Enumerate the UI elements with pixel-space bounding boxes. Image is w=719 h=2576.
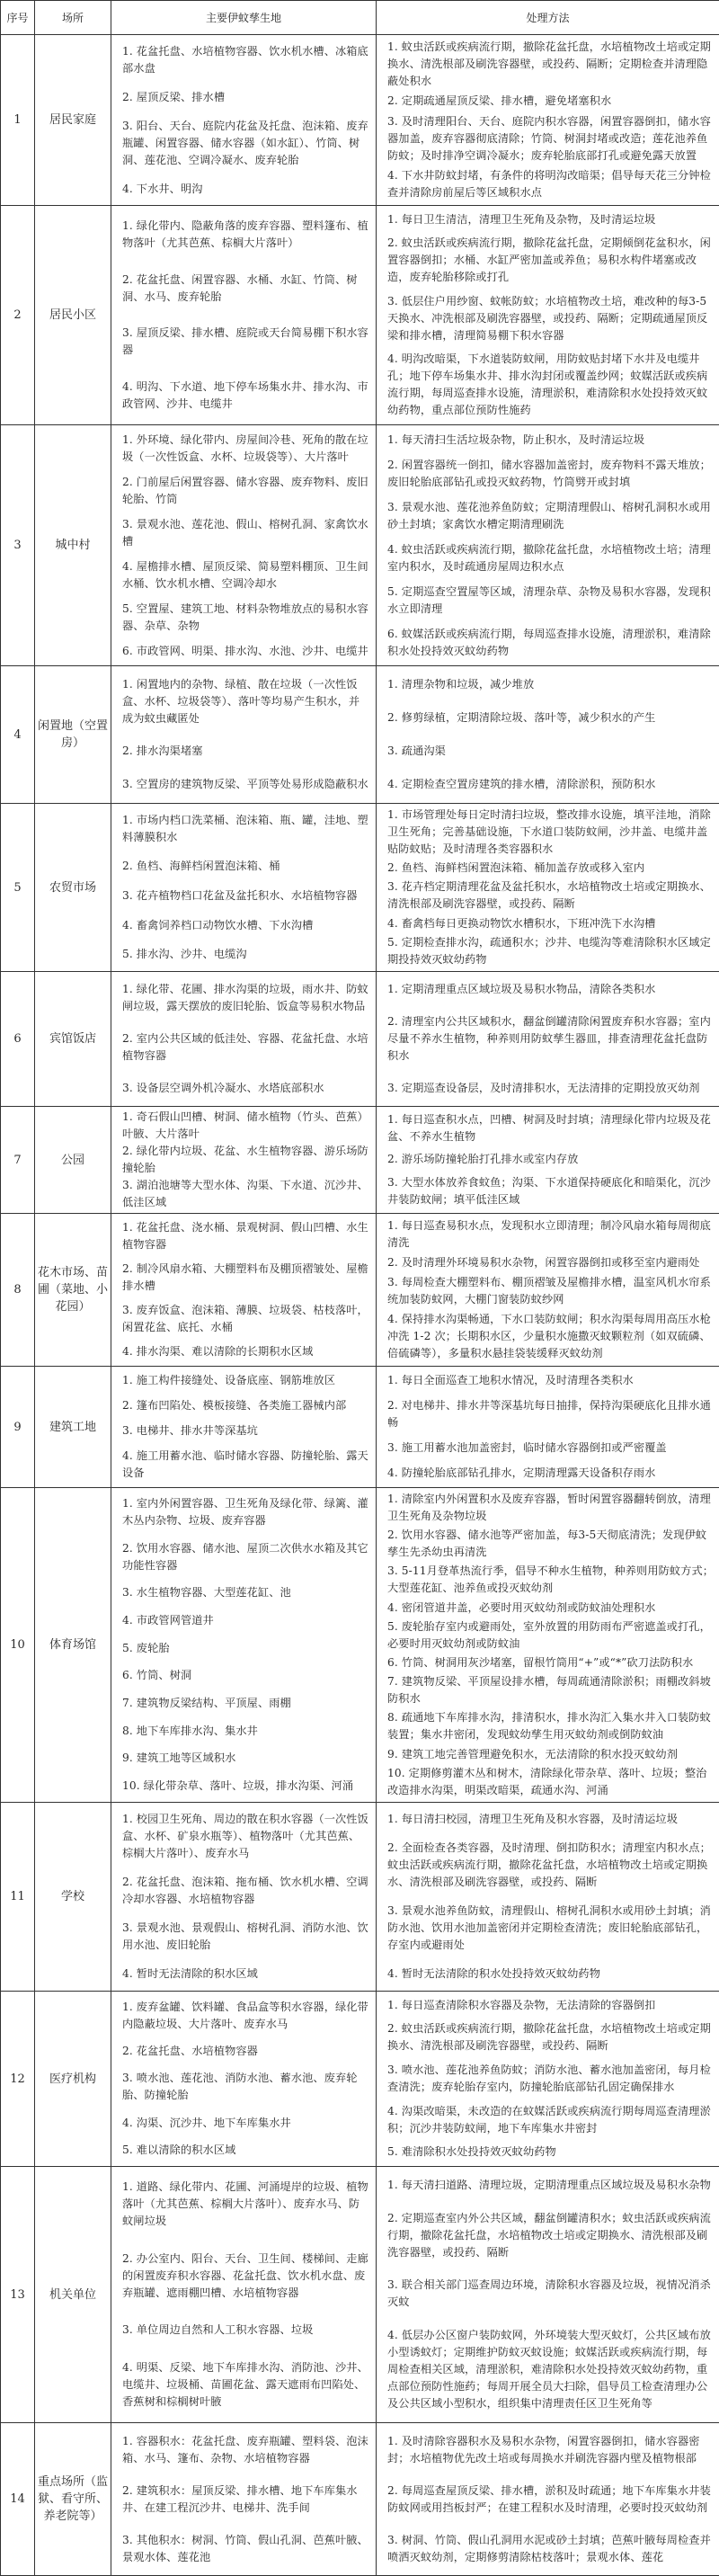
table-row [1, 425, 719, 666]
breeding-site-item: 1. 绿化带、花圃、排水沟渠的垃圾，雨水井、防蚊闸垃圾，露天摆放的废旧轮胎、饭盒等易积水物品 [122, 981, 370, 1015]
breeding-sites-cell [111, 425, 377, 666]
breeding-sites-cell [111, 1803, 377, 1992]
breeding-site-item: 1. 容器积水：花盆托盘、废弃瓶罐、塑料袋、泡沫箱、水马、篷布、杂物、水培植物容器 [122, 2433, 370, 2467]
breeding-site-item: 1. 施工构件接缝处、设备底座、钢筋堆放区 [122, 1372, 370, 1389]
breeding-site-item: 2. 屋顶反梁、排水槽 [122, 89, 370, 106]
breeding-site-item: 3. 水生植物容器、大型莲花缸、池 [122, 1584, 370, 1601]
breeding-sites-cell-list [122, 1216, 370, 1364]
table-row [1, 2423, 719, 2576]
treatment-method-item: 1. 每日清扫校园，清理卫生死角及积水容器，及时清运垃圾 [387, 1811, 715, 1828]
treatment-methods-cell [377, 2423, 719, 2576]
place-name: 农贸市场 [35, 804, 111, 972]
table-row [1, 1214, 719, 1367]
treatment-method-item: 2. 对电梯井、排水井等深基坑每日抽排，保持沟渠硬底化且排水通畅 [387, 1397, 715, 1431]
treatment-method-item: 3. 景观水池、莲花池养鱼防蚊；定期清理假山、榕树孔洞积水或用砂土封填；家禽饮水槽定期清理刷洗 [387, 499, 715, 533]
treatment-method-item: 4. 明沟改暗渠，下水道装防蚊闸，用防蚊贴封堵下水井及电缆井孔；地下停车场集水井、排水沟封闭或覆盖纱网；蚊媒活跃或疾病流行期，每周巡查排水设施，清理淤积，难清除积水处投持效灭蚊幼药物，重点部位预防性施药 [387, 351, 715, 419]
treatment-method-item: 8. 疏通地下车库排水沟，排清积水，排水沟汇入集水井入口装防蚊装置；集水井密闭，发现蚊幼孳生用灭蚊幼剂或倒防蚊油 [387, 1709, 715, 1743]
treatment-method-item: 9. 建筑工地完善管理避免积水，无法清除的积水投灭蚊幼剂 [387, 1746, 715, 1763]
treatment-method-item: 4. 沟渠改暗渠，未改造的在蚊媒活跃或疾病流行期每周巡查清理淤积；沉沙井装防蚊闸，地下车库集水井密封 [387, 2103, 715, 2137]
breeding-site-item: 2. 鱼档、海鲜档闲置泡沫箱、桶 [122, 858, 370, 875]
treatment-method-item: 3. 花卉档定期清理花盆及盆托积水，水培植物改土培或定期换水、清洗根部及刷洗容器壁，或投药、隔断 [387, 878, 715, 913]
breeding-site-item: 4. 暂时无法清除的积水区域 [122, 1965, 370, 1983]
breeding-site-item: 4. 排水沟渠、难以清除的长期积水区域 [122, 1343, 370, 1360]
treatment-method-item: 3. 低层住户用纱窗、蚊帐防蚊；水培植物改土培，难改种的每3-5天换水、冲洗根部及刷洗容器壁，或投药、隔断；定期疏通屋顶反梁和排水槽，清理简易棚下积水容器 [387, 293, 715, 344]
place-name: 闲置地（空置房） [35, 666, 111, 804]
treatment-methods-cell-list [387, 1109, 715, 1211]
treatment-method-item: 4. 防撞轮胎底部钻孔排水，定期清理露天设备积存雨水 [387, 1465, 715, 1482]
breeding-sites-cell-list [122, 1368, 370, 1485]
table-row [1, 35, 719, 206]
breeding-site-item: 2. 办公室内、阳台、天台、卫生间、楼梯间、走廊的闲置废弃积水容器、花盆托盘、饮水机水盘、废弃瓶罐、遮雨棚凹槽、水培植物容器 [122, 2251, 370, 2302]
header-number: 序号 [1, 1, 35, 35]
header-breeding-sites: 主要伊蚊孳生地 [111, 1, 377, 35]
breeding-site-item: 3. 设备层空调外机冷凝水、水塔底部积水 [122, 1080, 370, 1097]
row-number: 7 [1, 1107, 35, 1214]
treatment-methods-cell-list [387, 2169, 715, 2420]
treatment-method-item: 2. 定期巡查室内外公共区域，翻盆倒罐清积水；蚊虫活跃或疾病流行期，撤除花盆托盘，水培植物改土培或定期换水、清洗根部及刷洗容器壁，或投药、隔断 [387, 2210, 715, 2261]
breeding-site-item: 4. 沟渠、沉沙井、地下车库集水井 [122, 2115, 370, 2132]
treatment-method-item: 3. 树洞、竹筒、假山孔洞用水泥或砂土封填；芭蕉叶腋每周检查并喷洒灭蚊幼剂，定期修剪清除枯枝落叶；景观水体、莲花 [387, 2532, 715, 2566]
breeding-site-item: 9. 建筑工地等区域积水 [122, 1750, 370, 1767]
treatment-method-item: 1. 每天清扫生活垃圾杂物，防止积水，及时清运垃圾 [387, 432, 715, 449]
breeding-site-item: 6. 竹筒、树洞 [122, 1667, 370, 1684]
treatment-methods-cell [377, 35, 719, 206]
row-number: 12 [1, 1992, 35, 2167]
treatment-methods-cell [377, 1107, 719, 1214]
treatment-methods-cell-list [387, 1216, 715, 1364]
breeding-sites-cell-list [122, 1805, 370, 1989]
treatment-method-item: 3. 疏通沟渠 [387, 743, 715, 760]
breeding-sites-cell [111, 1214, 377, 1367]
treatment-method-item: 4. 密闭管道井盖，必要时用灭蚊幼剂或防蚊油处理积水 [387, 1600, 715, 1617]
treatment-method-item: 2. 及时清理外环境易积水杂物，闲置容器倒扣或移至室内避雨处 [387, 1254, 715, 1271]
breeding-site-item: 6. 市政管网、明渠、排水沟、水池、沙井、电缆井 [122, 643, 370, 660]
treatment-method-item: 2. 清理室内公共区域积水，翻盆倒罐清除闲置废弃积水容器；室内尽量不养水生植物，种养则用防蚊孳生器皿，排查清理花盆托盘防积水 [387, 1013, 715, 1065]
breeding-site-item: 2. 门前屋后闲置容器、储水容器、废弃物料、废旧轮胎、竹筒 [122, 474, 370, 508]
breeding-sites-cell [111, 2423, 377, 2576]
breeding-sites-cell-list [122, 1490, 370, 1800]
breeding-sites-cell-list [122, 208, 370, 423]
place-name: 体育场馆 [35, 1488, 111, 1803]
breeding-site-item: 1. 废弃盆罐、饮料罐、食品盒等积水容器，绿化带内隐蔽垃圾、大片落叶、废弃水马 [122, 1999, 370, 2033]
treatment-method-item: 10. 定期修剪灌木丛和树木，清除绿化带杂草、落叶、垃圾；整治改造排水沟渠，明渠改暗渠，疏通水沟、河涌 [387, 1765, 715, 1799]
breeding-site-item: 4. 市政管网管道井 [122, 1612, 370, 1629]
treatment-methods-cell-list [387, 1490, 715, 1800]
place-name: 花木市场、苗圃（菜地、小花园） [35, 1214, 111, 1367]
treatment-method-item: 2. 修剪绿植，定期清除垃圾、落叶等，减少积水的产生 [387, 709, 715, 726]
breeding-site-item: 4. 下水井、明沟 [122, 181, 370, 198]
breeding-sites-cell-list [122, 2169, 370, 2420]
breeding-sites-cell [111, 35, 377, 206]
table-body [1, 35, 719, 2576]
breeding-site-item: 3. 废弃饭盒、泡沫箱、薄膜、垃圾袋、枯枝落叶，闲置花盆、底托、水桶 [122, 1302, 370, 1336]
treatment-method-item: 1. 市场管理处每日定时清扫垃圾，整改排水设施，填平洼地，消除卫生死角；完善基础设施，下水道口装防蚊闸，沙井盖、电缆井盖贴防蚊贴；及时清理各类容器积水 [387, 807, 715, 858]
treatment-method-item: 4. 保持排水沟渠畅通，下水口装防蚊闸；积水沟渠每周用高压水枪冲洗 1-2 次；长期积水区，少量积水施撒灭蚊颗粒剂（如双硫磷、倍硫磷等），多量积水悬挂袋装缓释灭蚊幼剂 [387, 1311, 715, 1362]
place-name: 医疗机构 [35, 1992, 111, 2167]
treatment-method-item: 2. 蚊虫活跃或疾病流行期，撤除花盆托盘，水培植物改土培或定期换水、清洗根部及刷洗容器壁，或投药、隔断 [387, 2020, 715, 2055]
treatment-method-item: 2. 游乐场防撞轮胎打孔排水或室内存放 [387, 1151, 715, 1168]
breeding-site-item: 2. 花盆托盘、泡沫箱、拖布桶、饮水机水槽、空调冷却水容器、水培植物容器 [122, 1874, 370, 1908]
breeding-sites-cell [111, 972, 377, 1107]
breeding-site-item: 8. 地下车库排水沟、集水井 [122, 1723, 370, 1740]
place-name: 居民家庭 [35, 35, 111, 206]
treatment-method-item: 2. 饮用水容器、储水池等严密加盖，每3-5天彻底清洗；发现伊蚊孳生先杀幼虫再清洗 [387, 1527, 715, 1561]
row-number: 13 [1, 2167, 35, 2423]
breeding-site-item: 1. 外环境、绿化带内、房屋间冷巷、死角的散在垃圾（一次性饭盒、水杯、垃圾袋等）、大片落叶 [122, 432, 370, 466]
treatment-method-item: 4. 暂时无法清除的积水处投持效灭蚊幼药物 [387, 1965, 715, 1983]
breeding-site-item: 1. 校园卫生死角、周边的散在积水容器（一次性饭盒、水杯、矿泉水瓶等）、植物落叶（尤其芭蕉、棕榈大片落叶）、废弃水马 [122, 1811, 370, 1862]
breeding-site-item: 5. 排水沟、沙井、电缆沟 [122, 946, 370, 963]
breeding-sites-cell-list [122, 37, 370, 203]
breeding-site-item: 4. 明渠、反梁、地下车库排水沟、消防池、沙井、电缆井、垃圾桶、苗圃花盆、露天遮雨布凹陷处、香蕉树和棕榈树叶腋 [122, 2359, 370, 2411]
breeding-site-item: 3. 喷水池、莲花池、消防水池、蓄水池、废弃轮胎、防撞轮胎 [122, 2070, 370, 2104]
treatment-methods-cell [377, 1488, 719, 1803]
breeding-site-item: 5. 空置屋、建筑工地、材料杂物堆放点的易积水容器、杂草、杂物 [122, 601, 370, 635]
breeding-sites-cell-list [122, 668, 370, 801]
breeding-site-item: 1. 闲置地内的杂物、绿植、散在垃圾（一次性饭盒、水杯、垃圾袋等）、落叶等均易产生积水，并成为蚊虫藏匿处 [122, 676, 370, 727]
breeding-sites-cell [111, 1488, 377, 1803]
treatment-method-item: 3. 大型水体放养食蚊鱼；沟渠、下水道保持硬底化和暗渠化，沉沙井装防蚊闸；填平低洼区域 [387, 1174, 715, 1208]
breeding-sites-cell [111, 1367, 377, 1488]
treatment-methods-cell-list [387, 37, 715, 203]
breeding-site-item: 1. 花盆托盘、浇水桶、景观树洞、假山凹槽、水生植物容器 [122, 1219, 370, 1253]
treatment-method-item: 2. 鱼档、海鲜档闲置泡沫箱、桶加盖存放或移入室内 [387, 860, 715, 877]
treatment-method-item: 1. 定期清理重点区域垃圾及易积水物品，清除各类积水 [387, 981, 715, 998]
table-header-row [1, 1, 719, 35]
breeding-site-item: 3. 景观水池、景观假山、榕树孔洞、消防水池、饮用水池、废旧轮胎 [122, 1920, 370, 1954]
row-number: 11 [1, 1803, 35, 1992]
treatment-method-item: 4. 定期检查空置房建筑的排水槽，清除淤积，预防积水 [387, 776, 715, 793]
row-number: 14 [1, 2423, 35, 2576]
place-name: 居民小区 [35, 206, 111, 425]
row-number: 5 [1, 804, 35, 972]
treatment-methods-cell [377, 666, 719, 804]
table-row [1, 1992, 719, 2167]
treatment-method-item: 3. 施工用蓄水池加盖密封，临时储水容器倒扣或严密覆盖 [387, 1440, 715, 1457]
place-name: 机关单位 [35, 2167, 111, 2423]
breeding-site-item: 4. 施工用蓄水池、临时储水容器、防撞轮胎、露天设备 [122, 1448, 370, 1482]
treatment-method-item: 5. 难清除积水处投持效灭蚊幼药物 [387, 2144, 715, 2161]
treatment-method-item: 5. 废轮胎存室内或避雨处，室外放置的用防雨布严密遮盖或打孔，必要时用灭蚊幼剂或防蚊油 [387, 1618, 715, 1653]
treatment-method-item: 1. 每天清扫道路、清理垃圾，定期清理重点区域垃圾及易积水杂物 [387, 2177, 715, 2194]
treatment-method-item: 6. 竹筒、树洞用灰沙堵塞，留根竹筒用“+”或“*”砍刀法防积水 [387, 1654, 715, 1671]
breeding-sites-cell-list [122, 2425, 370, 2573]
breeding-site-item: 1. 花盆托盘、水培植物容器、饮水机水槽、冰箱底部水盘 [122, 43, 370, 77]
treatment-method-item: 5. 定期检查排水沟，疏通积水；沙井、电缆沟等难清除积水区域定期投持效灭蚊幼药物 [387, 934, 715, 968]
breeding-site-item: 2. 饮用水容器、储水池、屋顶二次供水水箱及其它功能性容器 [122, 1540, 370, 1574]
breeding-site-item: 4. 屋檐排水槽、屋顶反梁、简易塑料棚顶、卫生间水桶、饮水机水槽、空调冷却水 [122, 558, 370, 593]
breeding-site-item: 2. 建筑积水：屋顶反梁、排水槽、地下车库集水井、在建工程沉沙井、电梯井、洗手间 [122, 2482, 370, 2517]
table-row [1, 1107, 719, 1214]
treatment-methods-cell-list [387, 1993, 715, 2164]
treatment-method-item: 4. 下水井防蚊封堵，有条件的将明沟改暗渠；倡导每天花三分钟检查并清除房前屋后等区域积水点 [387, 167, 715, 201]
row-number: 6 [1, 972, 35, 1107]
treatment-methods-cell [377, 1803, 719, 1992]
treatment-method-item: 3. 喷水池、莲花池养鱼防蚊；消防水池、蓄水池加盖密闭，每月检查清洗；废弃轮胎存室内，防撞轮胎底部钻孔固定确保排水 [387, 2062, 715, 2096]
breeding-site-item: 5. 难以清除的积水区域 [122, 2142, 370, 2159]
treatment-methods-cell [377, 1992, 719, 2167]
table-row [1, 972, 719, 1107]
treatment-methods-cell-list [387, 806, 715, 969]
header-place: 场所 [35, 1, 111, 35]
breeding-sites-cell [111, 1992, 377, 2167]
treatment-methods-cell [377, 2167, 719, 2423]
place-name: 宾馆饭店 [35, 972, 111, 1107]
breeding-site-item: 5. 废轮胎 [122, 1640, 370, 1657]
treatment-methods-cell [377, 425, 719, 666]
treatment-methods-cell-list [387, 1805, 715, 1989]
breeding-sites-cell-list [122, 1993, 370, 2164]
breeding-site-item: 1. 绿化带内、隐蔽角落的废弃容器、塑料篷布、植物落叶（尤其芭蕉、棕榈大片落叶） [122, 218, 370, 252]
treatment-methods-cell-list [387, 1368, 715, 1485]
breeding-site-item: 2. 篷布凹陷处、模板接缝、各类施工器械内部 [122, 1397, 370, 1414]
treatment-methods-cell [377, 1367, 719, 1488]
breeding-site-item: 2. 室内公共区域的低洼处、容器、花盆托盘、水培植物容器 [122, 1030, 370, 1065]
treatment-method-item: 1. 每日巡查易积水点，发现积水立即清理；制冷风扇水箱每周彻底清洗 [387, 1217, 715, 1252]
breeding-site-item: 4. 畜禽饲养档口动物饮水槽、下水沟槽 [122, 917, 370, 934]
treatment-methods-cell [377, 972, 719, 1107]
treatment-method-item: 3. 每周检查大棚塑料布、棚顶褶皱及屋檐排水槽，温室风机水帘系统加装防蚊网，大棚门窗装防蚊纱网 [387, 1274, 715, 1308]
breeding-site-item: 3. 景观水池、莲花池、假山、榕树孔洞、家禽饮水槽 [122, 516, 370, 550]
treatment-method-item: 4. 畜禽档每日更换动物饮水槽积水，下班冲洗下水沟槽 [387, 915, 715, 932]
row-number: 10 [1, 1488, 35, 1803]
breeding-site-item: 3. 阳台、天台、庭院内花盆及托盘、泡沫箱、废弃瓶罐、闲置容器、储水容器（如水缸）、竹筒、树洞、莲花池、空调冷凝水、废弃轮胎 [122, 118, 370, 169]
table-row [1, 666, 719, 804]
breeding-site-item: 7. 建筑物反梁结构、平顶屋、雨棚 [122, 1695, 370, 1712]
breeding-sites-cell [111, 206, 377, 425]
treatment-method-item: 4. 蚊虫活跃或疾病流行期，撤除花盆托盘，水培植物改土培；清理室内积水，及时疏通房屋周边积水点 [387, 541, 715, 575]
treatment-method-item: 1. 每日卫生清洁，清理卫生死角及杂物，及时清运垃圾 [387, 211, 715, 228]
breeding-sites-cell [111, 1107, 377, 1214]
row-number: 4 [1, 666, 35, 804]
treatment-method-item: 1. 每日巡查积水点，凹槽、树洞及时封填；清理绿化带内垃圾及花盆、不养水生植物 [387, 1111, 715, 1145]
row-number: 2 [1, 206, 35, 425]
table-row [1, 206, 719, 425]
place-name: 学校 [35, 1803, 111, 1992]
treatment-method-item: 3. 5-11月登革热流行季，倡导不种水生植物，种养则用防蚊方式；大型莲花缸、池养鱼或投灭蚊幼剂 [387, 1563, 715, 1597]
place-name: 城中村 [35, 425, 111, 666]
treatment-methods-cell-list [387, 2425, 715, 2573]
treatment-method-item: 2. 每周巡查屋顶反梁、排水槽，淤积及时疏通；地下车库集水井装防蚊网或用挡板封严；在建工程积水及时清理，必要时投灭蚊幼剂 [387, 2482, 715, 2517]
treatment-method-item: 1. 清除室内外闲置积水及废弃容器，暂时闲置容器翻转倒放，清理卫生死角及杂物垃圾 [387, 1491, 715, 1525]
treatment-method-item: 1. 每日巡查清除积水容器及杂物，无法清除的容器倒扣 [387, 1997, 715, 2014]
breeding-sites-cell-list [122, 806, 370, 969]
treatment-method-item: 7. 建筑物反梁、平顶屋设排水槽，每周疏通清除淤积；雨棚改斜坡防积水 [387, 1673, 715, 1707]
breeding-site-item: 10. 绿化带杂草、落叶、垃圾，排水沟渠、河涌 [122, 1778, 370, 1795]
treatment-method-item: 2. 闲置容器统一倒扣，储水容器加盖密封，废弃物料不露天堆放；废旧轮胎底部钻孔或投灭蚊药物，竹筒劈开或封填 [387, 457, 715, 491]
breeding-site-item: 3. 屋顶反梁、排水槽、庭院或天台简易棚下积水容器 [122, 325, 370, 359]
breeding-site-item: 3. 其他积水：树洞、竹筒、假山孔洞、芭蕉叶腋、景观水体、莲花池 [122, 2532, 370, 2566]
breeding-site-item: 1. 奇石假山凹槽、树洞、储水植物（竹头、芭蕉）叶腋、大片落叶 [122, 1109, 370, 1143]
treatment-method-item: 2. 全面检查各类容器，及时清理、倒扣防积水；清理室内积水点；蚊虫活跃或疾病流行期，撤除花盆托盘，水培植物改土培或定期换水、清洗根部及刷洗容器壁，或投药、隔断 [387, 1840, 715, 1891]
treatment-method-item: 1. 及时清除容器积水及易积水杂物，闲置容器倒扣，储水容器密封；水培植物优先改土培或每周换水并刷洗容器内壁及植物根部 [387, 2433, 715, 2467]
breeding-sites-cell [111, 2167, 377, 2423]
breeding-site-item: 3. 空置房的建筑物反梁、平顶等处易形成隐蔽积水 [122, 776, 370, 793]
breeding-site-item: 1. 道路、绿化带内、花圃、河涌堤岸的垃圾、植物落叶（尤其芭蕉、棕榈大片落叶）、废弃水马、防蚊闸垃圾 [122, 2179, 370, 2230]
header-treatment-methods: 处理方法 [377, 1, 719, 35]
treatment-method-item: 3. 及时清理阳台、天台、庭院内积水容器，闲置容器倒扣，储水容器加盖，废弃容器彻底清除；竹筒、树洞封堵或改造；莲花池养鱼防蚊；及时排净空调冷凝水；废弃轮胎底部打孔或避免露天放置 [387, 113, 715, 165]
treatment-method-item: 6. 蚊媒活跃或疾病流行期，每周巡查排水设施，清理淤积，难清除积水处投持效灭蚊幼药物 [387, 626, 715, 660]
treatment-methods-cell [377, 206, 719, 425]
treatment-methods-cell [377, 1214, 719, 1367]
treatment-method-item: 1. 清理杂物和垃圾，减少堆放 [387, 676, 715, 693]
breeding-sites-cell-list [122, 427, 370, 664]
breeding-site-item: 1. 室内外闲置容器、卫生死角及绿化带、绿篱、灌木丛内杂物、垃圾、废弃容器 [122, 1495, 370, 1529]
breeding-site-item: 2. 排水沟渠堵塞 [122, 743, 370, 760]
row-number: 8 [1, 1214, 35, 1367]
treatment-methods-cell-list [387, 668, 715, 801]
table-row [1, 1803, 719, 1992]
table-row [1, 804, 719, 972]
breeding-sites-cell [111, 666, 377, 804]
breeding-site-item: 4. 明沟、下水道、地下停车场集水井、排水沟、市政管网、沙井、电缆井 [122, 379, 370, 413]
breeding-sites-cell-list [122, 974, 370, 1104]
table-row [1, 1488, 719, 1803]
treatment-method-item: 3. 景观水池养鱼防蚊，清理假山、榕树孔洞积水或用砂土封填；消防水池、饮用水池加盖密闭并定期检查清洗；废旧轮胎底部钻孔，存室内或避雨处 [387, 1903, 715, 1954]
table-row [1, 2167, 719, 2423]
place-name: 公园 [35, 1107, 111, 1214]
treatment-methods-cell-list [387, 208, 715, 423]
breeding-site-item: 2. 花盆托盘、水培植物容器 [122, 2043, 370, 2060]
treatment-method-item: 1. 蚊虫活跃或疾病流行期，撤除花盆托盘，水培植物改土培或定期换水、清洗根部及刷洗容器壁，或投药、隔断；定期检查并清理隐蔽处积水 [387, 39, 715, 90]
breeding-site-item: 3. 湖泊池塘等大型水体、沟渠、下水道、沉沙井、低洼区域 [122, 1177, 370, 1211]
breeding-site-item: 3. 电梯井、排水井等深基坑 [122, 1422, 370, 1440]
table-row [1, 1367, 719, 1488]
treatment-method-item: 5. 定期巡查空置屋等区域，清理杂草、杂物及易积水容器，发现积水立即清理 [387, 584, 715, 618]
breeding-sites-cell-list [122, 1109, 370, 1211]
treatment-method-item: 2. 蚊虫活跃或疾病流行期，撤除花盆托盘，定期倾倒花盆积水，闲置容器倒扣；水桶、水缸严密加盖或养鱼；易积水构件堵塞或改造，废弃轮胎移除或打孔 [387, 235, 715, 286]
treatment-method-item: 1. 每日全面巡查工地积水情况，及时清理各类积水 [387, 1372, 715, 1389]
treatment-method-item: 3. 联合相关部门巡查周边环境，清除积水容器及垃圾，视情况消杀灭蚊 [387, 2277, 715, 2311]
place-name: 重点场所（监狱、看守所、养老院等） [35, 2423, 111, 2576]
breeding-site-item: 2. 绿化带内垃圾、花盆、水生植物容器、游乐场防撞轮胎 [122, 1143, 370, 1177]
breeding-site-item: 3. 花卉植物档口花盆及盆托积水、水培植物容器 [122, 887, 370, 905]
treatment-method-item: 3. 定期巡查设备层，及时清排积水，无法清排的定期投放灭幼剂 [387, 1080, 715, 1097]
place-name: 建筑工地 [35, 1367, 111, 1488]
breeding-site-item: 2. 制冷风扇水箱、大棚塑料布及棚顶褶皱处、屋檐排水槽 [122, 1261, 370, 1295]
treatment-methods-cell [377, 804, 719, 972]
treatment-methods-cell-list [387, 427, 715, 664]
breeding-sites-cell [111, 804, 377, 972]
row-number: 1 [1, 35, 35, 206]
treatment-method-item: 2. 定期疏通屋顶反梁、排水槽，避免堵塞积水 [387, 93, 715, 110]
breeding-site-item: 1. 市场内档口洗菜桶、泡沫箱、瓶、罐，洼地、塑料薄膜积水 [122, 812, 370, 846]
treatment-method-item: 4. 低层办公区窗户装防蚊网，外环境装大型灭蚊灯，公共区域布放小型诱蚊灯；定期维护防蚊灭蚊设施；蚊媒活跃或疾病流行期，每周检查相关区域，清理淤积，难清除积水处投持效灭蚊幼药物，重点部位预防性施药；每周开展全员大扫除，倡导员工检查清理办公及公共区域小型积水，组织集中清理责任区卫生死角等 [387, 2327, 715, 2412]
row-number: 3 [1, 425, 35, 666]
treatment-methods-cell-list [387, 974, 715, 1104]
row-number: 9 [1, 1367, 35, 1488]
breeding-site-item: 2. 花盆托盘、闲置容器、水桶、水缸、竹筒、树洞、水马、废弃轮胎 [122, 272, 370, 306]
breeding-site-item: 3. 单位周边自然和人工积水容器、垃圾 [122, 2322, 370, 2339]
